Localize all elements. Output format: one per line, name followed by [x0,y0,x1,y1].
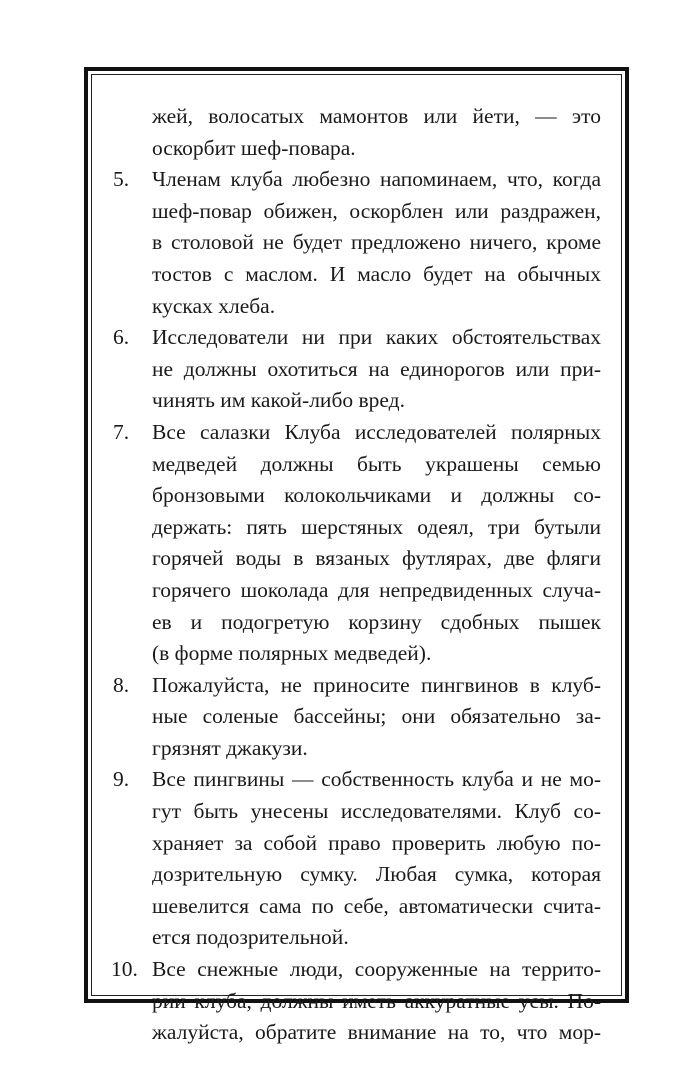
text-line: тостов с маслом. И масло будет на обычных [152,261,601,286]
text-line: бронзовыми колокольчиками и должны со- [152,483,601,508]
item-number: 7. [113,419,130,444]
text-line: Все снежные люди, сооруженные на террито- [152,957,601,982]
text-line: шевелится сама по себе, автоматически счита- [152,893,601,918]
rule-item-6 [113,322,601,417]
text-line: грязнят джакузи. [152,735,308,760]
rule-item-10 [113,954,601,1049]
text-line: Все салазки Клуба исследователей полярных [152,419,601,444]
continuation-paragraph [113,101,601,164]
rule-item-9 [113,764,601,954]
text-line: ные соленые бассейны; они обязательно за- [152,704,601,729]
text-line: оскорбит шеф-повара. [152,135,356,160]
text-line: рии клуба, должны иметь аккуратные усы. По- [152,988,601,1013]
item-number: 9. [113,767,130,792]
text-line: ется подозрительной. [152,925,349,950]
text-line: (в форме полярных медведей). [152,641,432,666]
text-line: храняет за собой право проверить любую по- [152,830,601,855]
text-line: шеф-повар обижен, оскорблен или раздражен, [152,198,601,223]
text-line: жалуйста, обратите внимание на то, что мор- [152,1020,601,1045]
item-number: 5. [113,167,130,192]
rule-item-7 [113,417,601,670]
rule-item-8 [113,670,601,765]
item-number: 6. [113,325,130,350]
page-text [113,101,601,1049]
text-line: чинять им какой-либо вред. [152,388,405,413]
text-line: не должны охотиться на единорогов или при- [152,356,601,381]
text-line: Все пингвины — собственность клуба и не мо- [152,767,601,792]
text-line: держать: пять шерстяных одеял, три бутыли [152,514,601,539]
rule-item-5 [113,164,601,322]
text-line: дозрительную сумку. Любая сумка, которая [152,862,601,887]
text-line: Членам клуба любезно напоминаем, что, когда [152,167,601,192]
text-line: медведей должны быть украшены семью [152,451,601,476]
text-line: в столовой не будет предложено ничего, кроме [152,230,601,255]
text-line: гут быть унесены исследователями. Клуб со- [152,799,601,824]
text-line: горячего шоколада для непредвиденных случа- [152,577,601,602]
item-number: 8. [113,672,130,697]
text-line: Пожалуйста, не приносите пингвинов в клуб- [152,672,601,697]
item-number: 10. [111,957,138,982]
text-line: горячей воды в вязаных футлярах, две фляги [152,546,601,571]
text-line: Исследователи ни при каких обстоятельствах [152,325,601,350]
text-line: жей, волосатых мамонтов или йети, — это [152,104,601,128]
text-line: ев и подогретую корзину сдобных пышек [152,609,601,634]
text-line: кусках хлеба. [152,293,276,318]
